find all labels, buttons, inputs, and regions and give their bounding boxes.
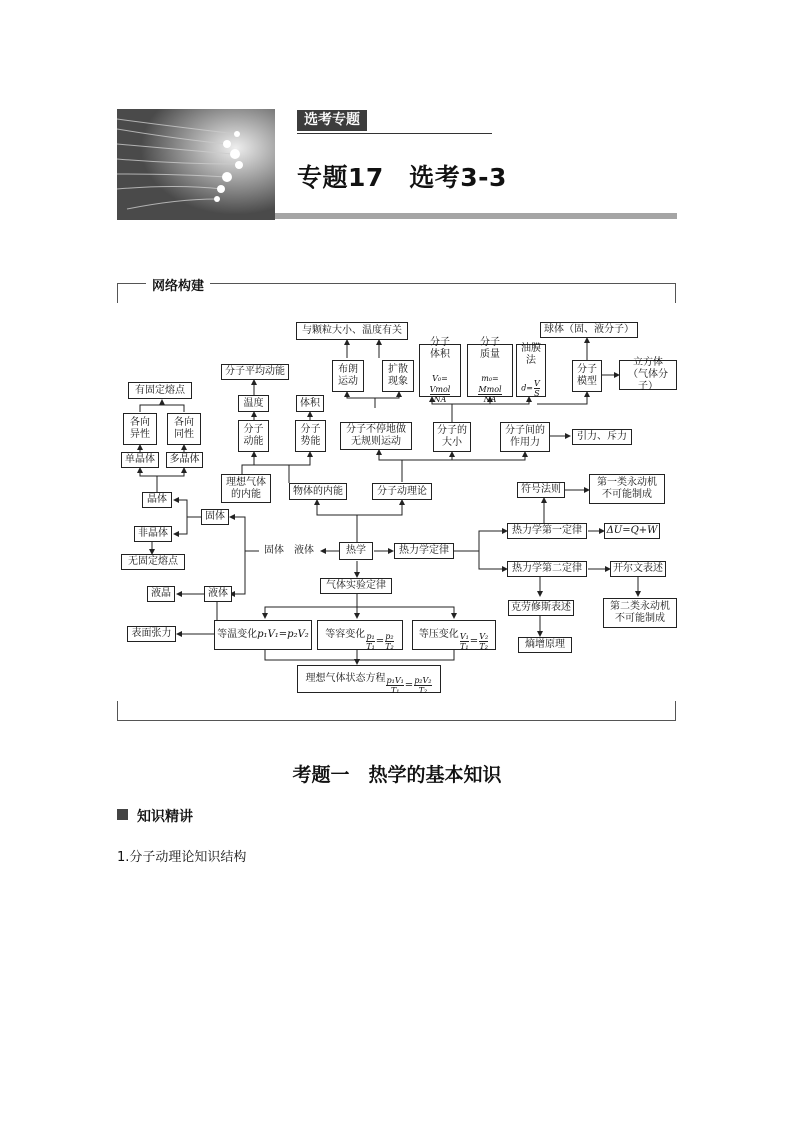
formula-d: d= $\frac{V}{S}$ xyxy=(521,379,540,398)
header-photo xyxy=(117,109,275,220)
node-brownian: 布朗 运动 xyxy=(332,360,364,392)
node-mol-mass: 分子 质量 m₀= $\frac{\text{Mmol}}{NA}$ xyxy=(467,344,513,397)
frame-label: 网络构建 xyxy=(146,275,210,294)
node-ideal-ie: 理想气体 的内能 xyxy=(221,474,271,503)
node-motion: 分子不停地做 无规则运动 xyxy=(340,422,412,450)
node-force: 分子间的 作用力 xyxy=(500,422,550,452)
section-title: 考题一 热学的基本知识 xyxy=(292,764,502,786)
node-sign-rule: 符号法则 xyxy=(517,482,565,498)
node-kelvin: 开尔文表述 xyxy=(610,561,666,577)
formula-v0: V₀= $\frac{\text{Vmol}}{NA}$ xyxy=(429,374,451,404)
node-model: 分子 模型 xyxy=(572,360,602,392)
node-attract: 引力、斥力 xyxy=(572,429,632,445)
node-diffusion: 扩散 现象 xyxy=(382,360,414,392)
node-obj-ie: 物体的内能 xyxy=(289,483,347,500)
node-solid: 固体 xyxy=(201,509,229,525)
node-second-law: 热力学第二定律 xyxy=(507,561,587,577)
node-poly: 多晶体 xyxy=(166,452,203,468)
square-icon xyxy=(117,809,128,820)
node-mol-vol: 分子 体积 V₀= $\frac{\text{Vmol}}{NA}$ xyxy=(419,344,461,397)
node-thermal: 热学 xyxy=(339,542,373,560)
formula-m0: m₀= $\frac{\text{Mmol}}{NA}$ xyxy=(478,374,502,404)
node-liquid: 液体 xyxy=(204,586,232,602)
header-bar xyxy=(275,213,677,219)
node-thermo-law: 热力学定律 xyxy=(394,543,454,559)
node-sphere: 球体（固、液分子） xyxy=(540,322,638,338)
node-first-law: 热力学第一定律 xyxy=(507,523,587,539)
node-tension: 表面张力 xyxy=(127,626,176,642)
formula-ideal: $\frac{\text{p₁V₁}}{\text{T₁}}$ = $\frac{\text{p₂V₂}}{\text{T₂}}$ xyxy=(386,675,432,695)
node-mol-pe: 分子 势能 xyxy=(295,420,326,452)
section-subtitle: 知识精讲 xyxy=(137,809,193,825)
node-iso-v: 等容变化 $\frac{\text{p₁}}{\text{T₁}}$ = $\frac{\text{p₂}}{\text{T₂}}$ xyxy=(317,620,403,650)
node-noncrystal: 非晶体 xyxy=(134,526,172,542)
paragraph: 1.分子动理论知识结构 xyxy=(117,850,247,865)
formula-iso-p: $\frac{\text{V₁}}{\text{T₁}}$ = $\frac{\text{V₂}}{\text{T₂}}$ xyxy=(459,631,489,651)
node-oil: 油膜 法 d= $\frac{V}{S}$ xyxy=(516,344,546,397)
node-pm1: 第一类永动机 不可能制成 xyxy=(589,474,665,504)
node-volume: 体积 xyxy=(296,395,324,412)
node-mol-size: 分子的 大小 xyxy=(433,422,471,452)
formula-iso-v: $\frac{\text{p₁}}{\text{T₁}}$ = $\frac{\text{p₂}}{\text{T₂}}$ xyxy=(366,631,394,651)
node-entropy: 熵增原理 xyxy=(518,637,572,653)
node-first-eq: ΔU=Q+W xyxy=(604,523,660,539)
node-kinetic-theory: 分子动理论 xyxy=(372,483,432,500)
header-tag: 选考专题 xyxy=(297,110,367,131)
node-liquid-crystal: 液晶 xyxy=(147,586,175,602)
page-title: 专题17 选考3-3 xyxy=(297,163,507,192)
node-iso-p: 等压变化 $\frac{\text{V₁}}{\text{T₁}}$ = $\frac{\text{V₂}}{\text{T₂}}$ xyxy=(412,620,496,650)
node-pm2: 第二类永动机 不可能制成 xyxy=(603,598,677,628)
node-cube: 立方体 （气体分子） xyxy=(619,360,677,390)
node-avg-ke: 分子平均动能 xyxy=(221,364,289,380)
node-ideal-eq: 理想气体状态方程 $\frac{\text{p₁V₁}}{\text{T₁}}$ = $\frac{\text{p₂V₂}}{\text{T₂}}$ xyxy=(297,665,441,693)
divider xyxy=(297,133,492,134)
concept-map xyxy=(117,300,677,700)
node-single: 单晶体 xyxy=(121,452,159,468)
node-solid-liquid: 固体 液体 xyxy=(264,545,314,556)
node-no-mp: 无固定熔点 xyxy=(121,554,185,570)
node-iso-t: 等温变化 p₁V₁=p₂V₂ xyxy=(214,620,312,650)
node-crystal: 晶体 xyxy=(142,492,172,508)
node-mol-ke: 分子 动能 xyxy=(238,420,269,452)
node-clausius: 克劳修斯表述 xyxy=(508,600,574,616)
node-fixed-mp: 有固定熔点 xyxy=(128,382,192,399)
node-iso: 各向 同性 xyxy=(167,413,201,445)
node-gas-law: 气体实验定律 xyxy=(320,578,392,594)
node-aniso: 各向 异性 xyxy=(123,413,157,445)
node-temp: 温度 xyxy=(238,395,269,412)
node-size-temp: 与颗粒大小、温度有关 xyxy=(296,322,408,340)
